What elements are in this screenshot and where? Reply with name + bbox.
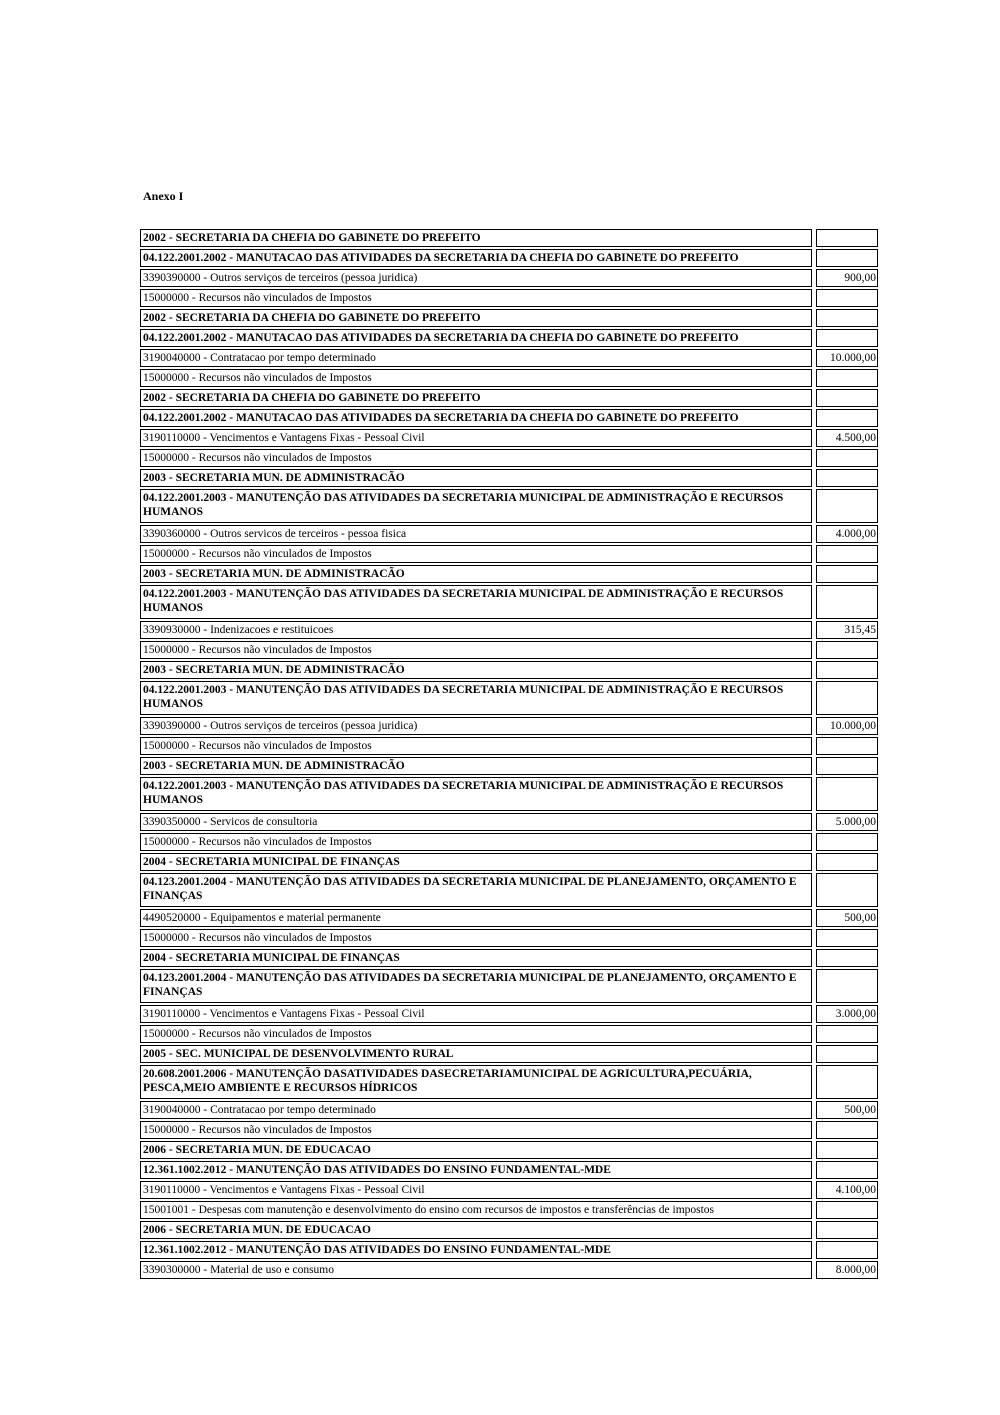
table-header-row [140, 585, 880, 619]
table-header-row [140, 757, 880, 775]
row-description: 04.122.2001.2002 - MANUTACAO DAS ATIVIDADES DA SECRETARIA DA CHEFIA DO GABINETE DO PREFEITO [140, 249, 812, 267]
row-description: 2003 - SECRETARIA MUN. DE ADMINISTRACÃO [140, 661, 812, 679]
row-value [816, 1241, 878, 1259]
table-header-row [140, 329, 880, 347]
table-header-row [140, 1045, 880, 1063]
row-description: 3390360000 - Outros servicos de terceiros - pessoa fisica [140, 525, 812, 543]
row-value [816, 1121, 878, 1139]
row-value [816, 969, 878, 1003]
row-value [816, 873, 878, 907]
row-description: 2006 - SECRETARIA MUN. DE EDUCACAO [140, 1221, 812, 1239]
table-row [140, 1025, 880, 1043]
row-description: 04.122.2001.2003 - MANUTENÇÃO DAS ATIVIDADES DA SECRETARIA MUNICIPAL DE ADMINISTRAÇÃO E RECURSOS HUMANOS [140, 681, 812, 715]
row-description: 04.122.2001.2002 - MANUTACAO DAS ATIVIDADES DA SECRETARIA DA CHEFIA DO GABINETE DO PREFEITO [140, 329, 812, 347]
row-value [816, 1221, 878, 1239]
row-value: 315,45 [816, 621, 878, 639]
table-header-row [140, 1221, 880, 1239]
row-description: 3190110000 - Vencimentos e Vantagens Fixas - Pessoal Civil [140, 1005, 812, 1023]
table-header-row [140, 1161, 880, 1179]
table-row [140, 1101, 880, 1119]
table-header-row [140, 409, 880, 427]
row-description: 3190110000 - Vencimentos e Vantagens Fixas - Pessoal Civil [140, 429, 812, 447]
row-value [816, 1065, 878, 1099]
table-header-row [140, 389, 880, 407]
row-description: 3190110000 - Vencimentos e Vantagens Fixas - Pessoal Civil [140, 1181, 812, 1199]
budget-table [140, 229, 880, 1281]
row-description: 04.122.2001.2003 - MANUTENÇÃO DAS ATIVIDADES DA SECRETARIA MUNICIPAL DE ADMINISTRAÇÃO E RECURSOS HUMANOS [140, 777, 812, 811]
row-description: 2002 - SECRETARIA DA CHEFIA DO GABINETE DO PREFEITO [140, 389, 812, 407]
row-value [816, 389, 878, 407]
row-description: 15000000 - Recursos não vinculados de Impostos [140, 369, 812, 387]
table-row [140, 1121, 880, 1139]
row-value [816, 249, 878, 267]
row-description: 2003 - SECRETARIA MUN. DE ADMINISTRACÃO [140, 757, 812, 775]
table-header-row [140, 469, 880, 487]
table-header-row [140, 1241, 880, 1259]
table-header-row [140, 249, 880, 267]
row-description: 15000000 - Recursos não vinculados de Impostos [140, 1025, 812, 1043]
table-header-row [140, 949, 880, 967]
row-value [816, 545, 878, 563]
table-row [140, 909, 880, 927]
row-description: 15000000 - Recursos não vinculados de Impostos [140, 289, 812, 307]
row-value: 8.000,00 [816, 1261, 878, 1279]
row-value: 5.000,00 [816, 813, 878, 831]
row-description: 2002 - SECRETARIA DA CHEFIA DO GABINETE DO PREFEITO [140, 309, 812, 327]
row-value: 900,00 [816, 269, 878, 287]
row-description: 15000000 - Recursos não vinculados de Impostos [140, 737, 812, 755]
row-value [816, 585, 878, 619]
row-value [816, 409, 878, 427]
row-description: 2003 - SECRETARIA MUN. DE ADMINISTRACÃO [140, 469, 812, 487]
row-value [816, 1141, 878, 1159]
row-value [816, 853, 878, 871]
row-value [816, 777, 878, 811]
row-description: 04.122.2001.2003 - MANUTENÇÃO DAS ATIVIDADES DA SECRETARIA MUNICIPAL DE ADMINISTRAÇÃO E RECURSOS HUMANOS [140, 585, 812, 619]
row-description: 04.122.2001.2002 - MANUTACAO DAS ATIVIDADES DA SECRETARIA DA CHEFIA DO GABINETE DO PREFEITO [140, 409, 812, 427]
row-value [816, 681, 878, 715]
row-value [816, 1025, 878, 1043]
row-description: 04.122.2001.2003 - MANUTENÇÃO DAS ATIVIDADES DA SECRETARIA MUNICIPAL DE ADMINISTRAÇÃO E RECURSOS HUMANOS [140, 489, 812, 523]
row-description: 15001001 - Despesas com manutenção e desenvolvimento do ensino com recursos de impostos e transferências de impostos [140, 1201, 812, 1219]
table-row [140, 737, 880, 755]
row-value [816, 449, 878, 467]
row-description: 3190040000 - Contratacao por tempo determinado [140, 1101, 812, 1119]
row-value [816, 833, 878, 851]
table-row [140, 833, 880, 851]
row-value [816, 757, 878, 775]
row-value: 4.100,00 [816, 1181, 878, 1199]
table-row [140, 525, 880, 543]
table-row [140, 813, 880, 831]
table-row [140, 269, 880, 287]
table-row [140, 545, 880, 563]
table-header-row [140, 969, 880, 1003]
row-value [816, 369, 878, 387]
row-description: 3390350000 - Servicos de consultoria [140, 813, 812, 831]
row-value [816, 229, 878, 247]
table-row [140, 1181, 880, 1199]
row-description: 2004 - SECRETARIA MUNICIPAL DE FINANÇAS [140, 949, 812, 967]
row-description: 15000000 - Recursos não vinculados de Impostos [140, 833, 812, 851]
table-header-row [140, 1065, 880, 1099]
table-header-row [140, 1141, 880, 1159]
row-value [816, 289, 878, 307]
page-title: Anexo I [143, 189, 184, 203]
row-value [816, 329, 878, 347]
table-row [140, 621, 880, 639]
row-description: 3390300000 - Material de uso e consumo [140, 1261, 812, 1279]
row-description: 12.361.1002.2012 - MANUTENÇÃO DAS ATIVIDADES DO ENSINO FUNDAMENTAL-MDE [140, 1241, 812, 1259]
row-description: 2003 - SECRETARIA MUN. DE ADMINISTRACÃO [140, 565, 812, 583]
row-description: 04.123.2001.2004 - MANUTENÇÃO DAS ATIVIDADES DA SECRETARIA MUNICIPAL DE PLANEJAMENTO, ORÇAMENTO E FINANÇAS [140, 873, 812, 907]
row-value: 4.500,00 [816, 429, 878, 447]
row-value [816, 949, 878, 967]
table-row [140, 349, 880, 367]
row-description: 2002 - SECRETARIA DA CHEFIA DO GABINETE DO PREFEITO [140, 229, 812, 247]
table-row [140, 717, 880, 735]
row-description: 2005 - SEC. MUNICIPAL DE DESENVOLVIMENTO RURAL [140, 1045, 812, 1063]
row-description: 2006 - SECRETARIA MUN. DE EDUCACAO [140, 1141, 812, 1159]
row-description: 15000000 - Recursos não vinculados de Impostos [140, 1121, 812, 1139]
table-row [140, 289, 880, 307]
row-description: 15000000 - Recursos não vinculados de Impostos [140, 929, 812, 947]
row-description: 3190040000 - Contratacao por tempo determinado [140, 349, 812, 367]
table-row [140, 449, 880, 467]
row-description: 04.123.2001.2004 - MANUTENÇÃO DAS ATIVIDADES DA SECRETARIA MUNICIPAL DE PLANEJAMENTO, ORÇAMENTO E FINANÇAS [140, 969, 812, 1003]
table-header-row [140, 489, 880, 523]
row-description: 15000000 - Recursos não vinculados de Impostos [140, 545, 812, 563]
table-header-row [140, 565, 880, 583]
row-description: 15000000 - Recursos não vinculados de Impostos [140, 449, 812, 467]
row-description: 3390390000 - Outros serviços de terceiros (pessoa juridica) [140, 717, 812, 735]
row-value [816, 1161, 878, 1179]
row-value: 10.000,00 [816, 349, 878, 367]
row-value [816, 309, 878, 327]
row-description: 4490520000 - Equipamentos e material permanente [140, 909, 812, 927]
table-row [140, 1201, 880, 1219]
row-value [816, 469, 878, 487]
table-row [140, 429, 880, 447]
row-description: 3390930000 - Indenizacoes e restituicoes [140, 621, 812, 639]
row-value [816, 737, 878, 755]
table-row [140, 369, 880, 387]
row-value: 500,00 [816, 909, 878, 927]
row-value [816, 1045, 878, 1063]
table-row [140, 641, 880, 659]
row-description: 20.608.2001.2006 - MANUTENÇÃO DASATIVIDADES DASECRETARIAMUNICIPAL DE AGRICULTURA,PECUÁRIA, PESCA,MEIO AMBIENTE E RECURSOS HÍDRICOS [140, 1065, 812, 1099]
table-header-row [140, 309, 880, 327]
row-description: 2004 - SECRETARIA MUNICIPAL DE FINANÇAS [140, 853, 812, 871]
row-value [816, 1201, 878, 1219]
row-description: 15000000 - Recursos não vinculados de Impostos [140, 641, 812, 659]
table-header-row [140, 853, 880, 871]
table-header-row [140, 661, 880, 679]
row-value [816, 641, 878, 659]
row-value [816, 661, 878, 679]
table-header-row [140, 777, 880, 811]
table-header-row [140, 229, 880, 247]
table-header-row [140, 681, 880, 715]
row-value: 3.000,00 [816, 1005, 878, 1023]
row-value [816, 929, 878, 947]
row-description: 3390390000 - Outros serviços de terceiros (pessoa juridica) [140, 269, 812, 287]
table-row [140, 929, 880, 947]
row-description: 12.361.1002.2012 - MANUTENÇÃO DAS ATIVIDADES DO ENSINO FUNDAMENTAL-MDE [140, 1161, 812, 1179]
row-value: 4.000,00 [816, 525, 878, 543]
row-value: 500,00 [816, 1101, 878, 1119]
row-value [816, 489, 878, 523]
table-row [140, 1261, 880, 1279]
row-value [816, 565, 878, 583]
row-value: 10.000,00 [816, 717, 878, 735]
table-header-row [140, 873, 880, 907]
table-row [140, 1005, 880, 1023]
